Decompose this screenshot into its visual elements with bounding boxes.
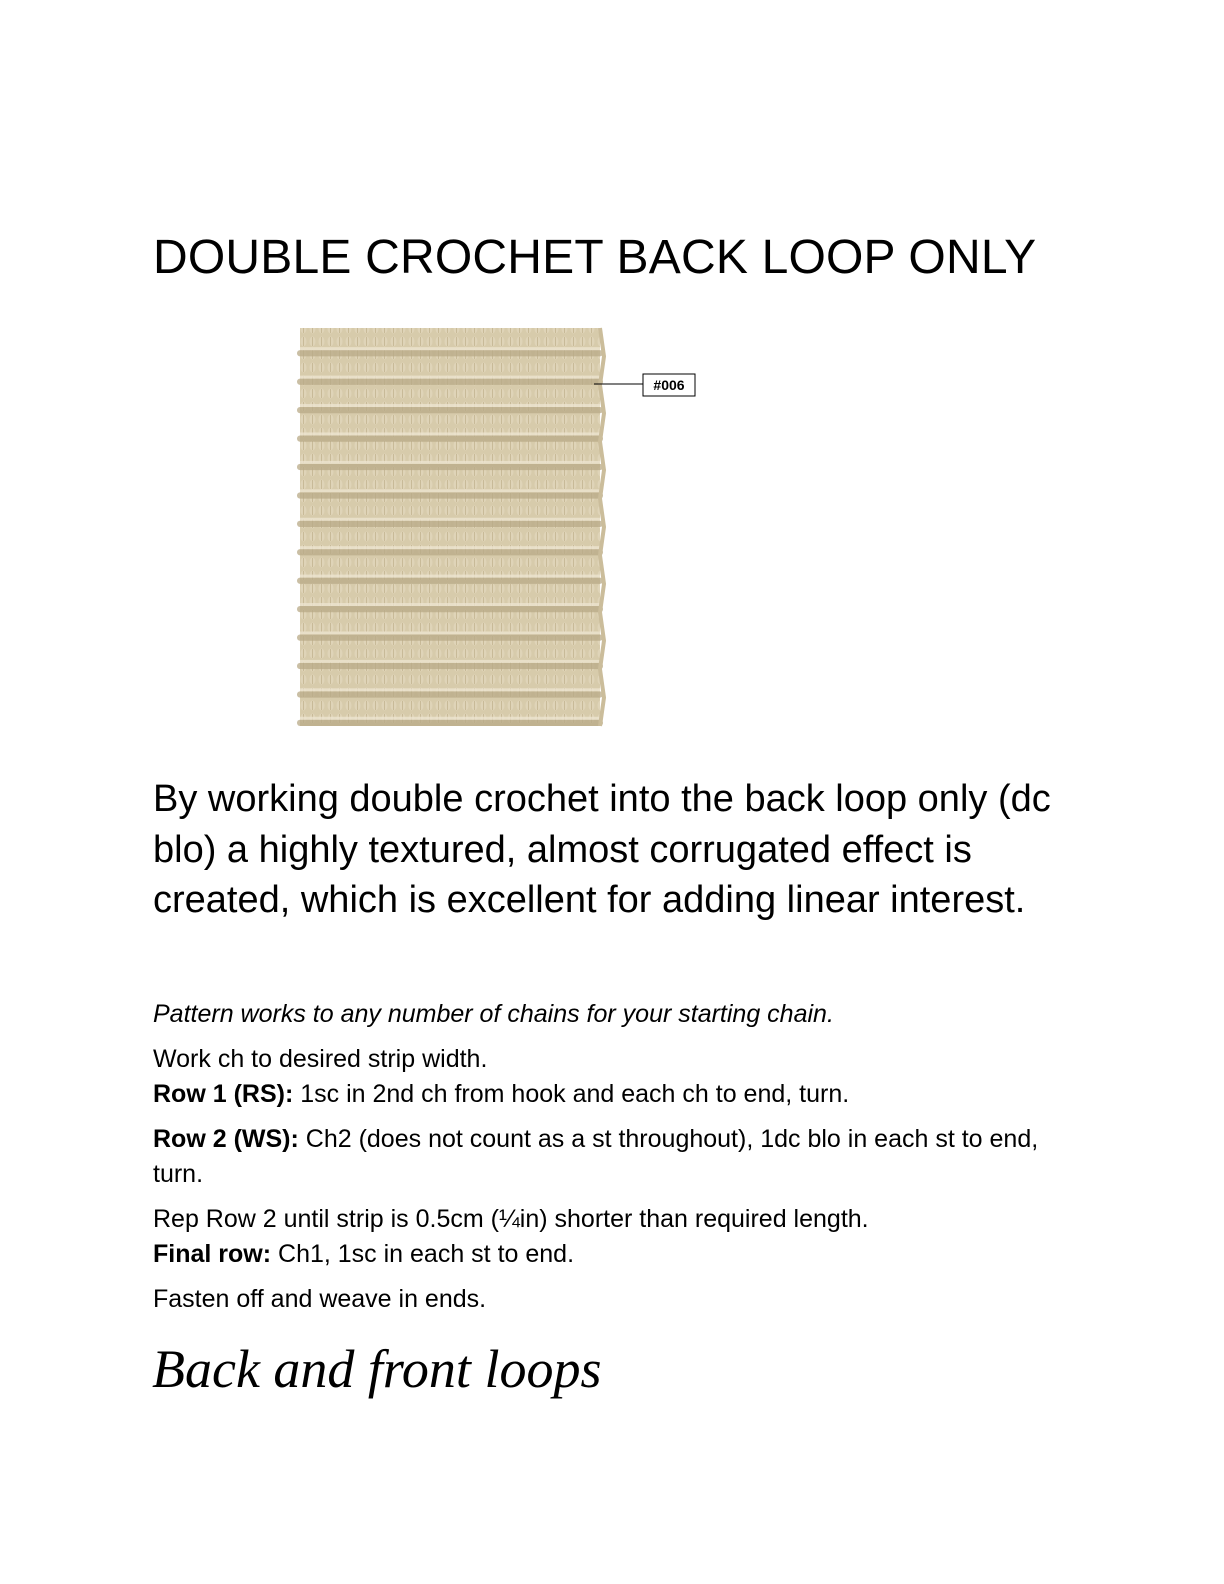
- swatch-ridge: [297, 606, 603, 612]
- instruction-row-1: [153, 1077, 1073, 1112]
- swatch-label: #006: [653, 377, 685, 393]
- pattern-note: Pattern works to any number of chains for your starting chain.: [153, 1000, 834, 1028]
- swatch-ridge: [297, 578, 603, 584]
- swatch-ridge: [297, 521, 603, 527]
- instruction-row-2: [153, 1122, 1073, 1192]
- swatch-ridge: [297, 407, 603, 413]
- swatch-ridge: [297, 663, 603, 669]
- swatch-illustration: [290, 322, 710, 734]
- row-1-label: Row 1 (RS):: [153, 1080, 294, 1108]
- swatch-ridge: [297, 634, 603, 640]
- row-2-text: Ch2 (does not count as a st throughout), 1dc blo in each st to end, turn.: [153, 1125, 1039, 1188]
- instruction-final-row: [153, 1237, 1073, 1272]
- instruction-finish: Fasten off and weave in ends.: [153, 1285, 487, 1313]
- final-row-text: Ch1, 1sc in each st to end.: [271, 1240, 575, 1268]
- swatch-ridge: [297, 435, 603, 441]
- swatch-ridge: [297, 720, 603, 726]
- instructions: [153, 997, 1073, 1317]
- instruction-repeat: Rep Row 2 until strip is 0.5cm (¼in) shorter than required length.: [153, 1205, 869, 1233]
- swatch-ridge: [297, 549, 603, 555]
- swatch-ridge: [297, 492, 603, 498]
- swatch-ridge: [297, 691, 603, 697]
- intro-paragraph: By working double crochet into the back loop only (dc blo) a highly textured, almost corrugated effect is created, which is excellent for adding linear interest.: [153, 778, 1051, 921]
- row-2-label: Row 2 (WS):: [153, 1125, 299, 1153]
- section-heading: Back and front loops: [152, 1339, 602, 1399]
- swatch-ridge: [297, 379, 603, 385]
- swatch-ridge: [297, 464, 603, 470]
- instruction-line-start: Work ch to desired strip width.: [153, 1045, 488, 1073]
- swatch-figure: [290, 322, 710, 734]
- crochet-swatch-image: [297, 328, 604, 726]
- swatch-ridge: [297, 350, 603, 356]
- page-title: DOUBLE CROCHET BACK LOOP ONLY: [153, 231, 1037, 284]
- row-1-text: 1sc in 2nd ch from hook and each ch to end, turn.: [293, 1080, 850, 1108]
- final-row-label: Final row:: [153, 1240, 272, 1268]
